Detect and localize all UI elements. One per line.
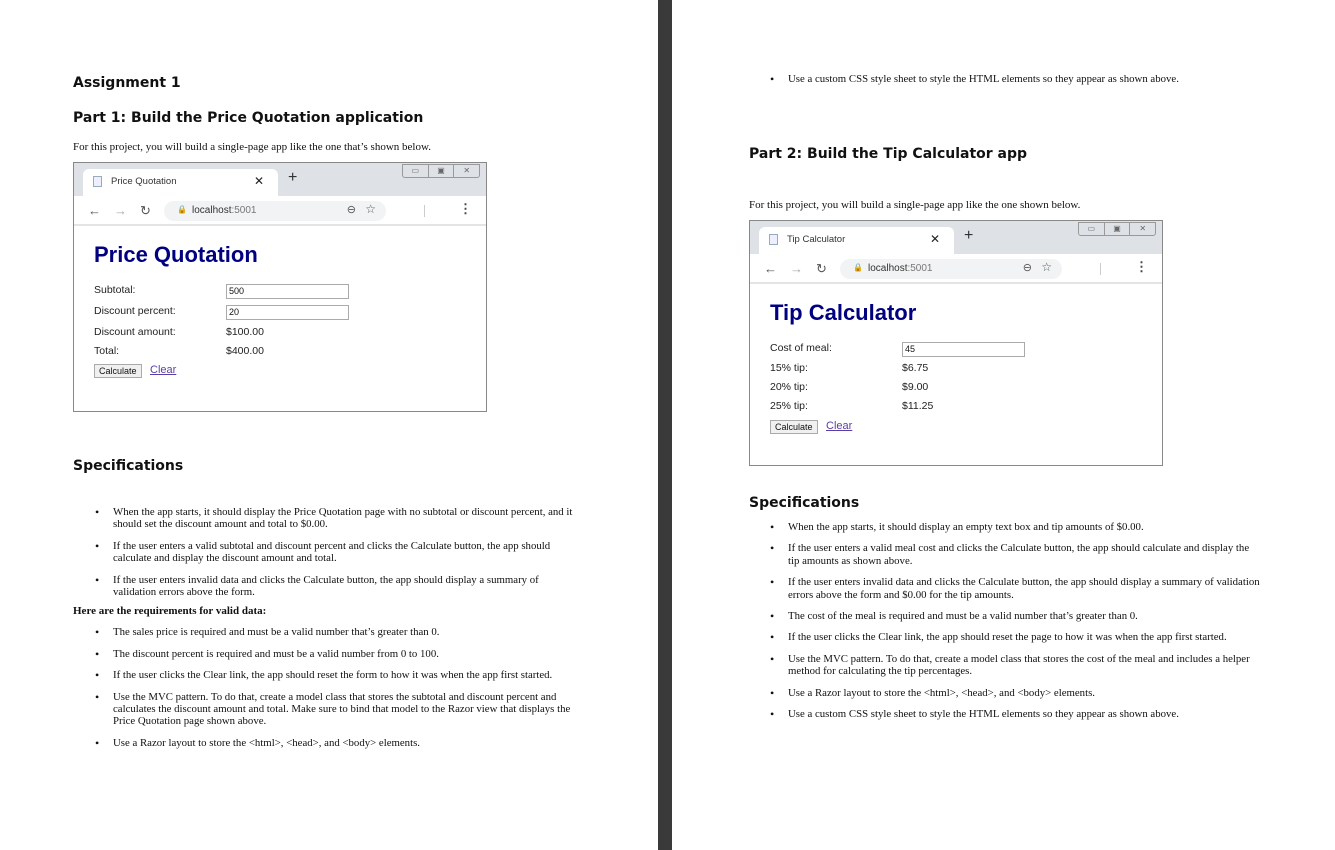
specifications-heading: Specifications xyxy=(749,495,860,511)
spec-item: • If the user enters invalid data and clicks the Calculate button, the app should display a summary of validation errors above the form and $0.00 for the tip amounts. xyxy=(770,576,1260,601)
page-icon xyxy=(769,234,778,245)
page-title: Price Quotation xyxy=(94,242,258,267)
spec-item: • If the user enters a valid meal cost and clicks the Calculate button, the app should calculate and display the tip amounts as shown above. xyxy=(770,542,1260,567)
spec-item: • If the user enters invalid data and clicks the Calculate button, the app should display a summary of validation errors above the form. xyxy=(95,574,575,599)
star-icon[interactable]: ☆ xyxy=(365,202,376,216)
close-window-icon[interactable]: ✕ xyxy=(463,166,471,175)
url-port: :5001 xyxy=(907,263,933,274)
calculate-button[interactable]: Calculate xyxy=(94,364,142,378)
maximize-icon[interactable]: ▣ xyxy=(429,165,455,177)
title-bar xyxy=(750,221,1162,254)
discount-amount-label: Discount amount: xyxy=(94,326,176,338)
menu-icon[interactable]: ⋮ xyxy=(1135,259,1148,274)
new-tab-icon[interactable]: + xyxy=(964,227,974,244)
forward-icon[interactable]: → xyxy=(790,261,803,276)
page-icon xyxy=(93,176,102,187)
maximize-icon[interactable]: ▣ xyxy=(1105,223,1131,235)
spec-item: • When the app starts, it should display the Price Quotation page with no subtotal or discount percent, and it should set the discount amount and total to $0.00. xyxy=(95,506,575,531)
address-bar-row xyxy=(74,196,486,226)
tip-15-label: 15% tip: xyxy=(770,362,808,374)
assignment-heading: Assignment 1 xyxy=(73,75,181,91)
tab-title: Tip Calculator xyxy=(787,234,846,245)
clear-link[interactable]: Clear xyxy=(826,420,853,432)
specifications-heading: Specifications xyxy=(73,458,184,474)
url-host: localhost xyxy=(868,263,908,274)
url-field[interactable] xyxy=(840,259,1062,279)
specifications-list xyxy=(73,506,575,758)
subtotal-label: Subtotal: xyxy=(94,284,136,296)
page-divider xyxy=(658,0,672,850)
tip-20-value: $9.00 xyxy=(902,381,929,393)
menu-icon[interactable]: ⋮ xyxy=(459,201,472,216)
top-bullet-list xyxy=(770,73,1270,94)
valid-item: • The sales price is required and must be a valid number that’s greater than 0. xyxy=(95,626,575,638)
close-window-icon[interactable]: ✕ xyxy=(1139,224,1147,233)
total-label: Total: xyxy=(94,345,120,357)
lock-icon: 🔒 xyxy=(177,205,187,214)
tip-25-value: $11.25 xyxy=(902,400,934,412)
browser-tab[interactable] xyxy=(83,169,278,196)
meal-cost-label: Cost of meal: xyxy=(770,342,832,354)
toolbar-separator xyxy=(424,205,425,217)
spec-item: • Use a Razor layout to store the <html>, <head>, and <body> elements. xyxy=(770,687,1260,699)
star-icon[interactable]: ☆ xyxy=(1041,260,1052,274)
zoom-icon[interactable]: ⊖ xyxy=(346,204,356,216)
address-bar-row xyxy=(750,254,1162,284)
window-controls xyxy=(1078,222,1156,236)
page-title: Tip Calculator xyxy=(770,300,917,325)
back-icon[interactable]: ← xyxy=(764,261,777,276)
reload-icon[interactable]: ↻ xyxy=(816,261,827,276)
close-tab-icon[interactable]: ✕ xyxy=(253,174,264,188)
price-quotation-browser xyxy=(73,162,487,412)
url-port: :5001 xyxy=(231,205,257,216)
forward-icon[interactable]: → xyxy=(114,203,127,218)
valid-item: • Use the MVC pattern. To do that, create a model class that stores the subtotal and discount percent and calculates the discount amount and total. Make sure to bind that model to the Razor view that displays the Price Quotation page shown above. xyxy=(95,691,575,728)
close-tab-icon[interactable]: ✕ xyxy=(929,232,940,246)
part1-heading: Part 1: Build the Price Quotation application xyxy=(73,110,424,126)
minimize-icon[interactable]: ▭ xyxy=(403,165,429,177)
spec-item: • Use a custom CSS style sheet to style the HTML elements so they appear as shown above. xyxy=(770,708,1260,720)
title-bar xyxy=(74,163,486,196)
url-host: localhost xyxy=(192,205,232,216)
tip-25-label: 25% tip: xyxy=(770,400,808,412)
reload-icon[interactable]: ↻ xyxy=(140,203,151,218)
tip-calculator-browser xyxy=(749,220,1163,466)
subtotal-input[interactable]: 500 xyxy=(226,284,349,299)
valid-item: • The discount percent is required and must be a valid number from 0 to 100. xyxy=(95,648,575,660)
minimize-icon[interactable]: ▭ xyxy=(1079,223,1105,235)
tab-title: Price Quotation xyxy=(111,176,177,187)
valid-data-heading: Here are the requirements for valid data: xyxy=(73,605,267,618)
discount-percent-label: Discount percent: xyxy=(94,305,176,317)
lock-icon: 🔒 xyxy=(853,263,863,272)
valid-item: • Use a Razor layout to store the <html>, <head>, and <body> elements. xyxy=(95,737,575,749)
window-controls xyxy=(402,164,480,178)
calculate-button[interactable]: Calculate xyxy=(770,420,818,434)
spec-item: • If the user clicks the Clear link, the app should reset the page to how it was when the app first started. xyxy=(770,631,1260,643)
clear-link[interactable]: Clear xyxy=(150,364,177,376)
discount-percent-input[interactable]: 20 xyxy=(226,305,349,320)
tip-20-label: 20% tip: xyxy=(770,381,808,393)
specifications-list xyxy=(770,521,1260,729)
spec-item: • The cost of the meal is required and must be a valid number that’s greater than 0. xyxy=(770,610,1260,622)
part2-intro: For this project, you will build a single-page app like the one shown below. xyxy=(749,199,1081,211)
spec-item: • Use the MVC pattern. To do that, create a model class that stores the cost of the meal and includes a helper method for calculating the tip percentages. xyxy=(770,653,1260,678)
meal-cost-input[interactable]: 45 xyxy=(902,342,1025,357)
total-value: $400.00 xyxy=(226,345,264,357)
part2-heading: Part 2: Build the Tip Calculator app xyxy=(749,146,1028,162)
discount-amount-value: $100.00 xyxy=(226,326,264,338)
toolbar-separator xyxy=(1100,263,1101,275)
spec-item: • When the app starts, it should display an empty text box and tip amounts of $0.00. xyxy=(770,521,1260,533)
url-field[interactable] xyxy=(164,201,386,221)
browser-tab[interactable] xyxy=(759,227,954,254)
back-icon[interactable]: ← xyxy=(88,203,101,218)
part1-intro: For this project, you will build a single-page app like the one that’s shown below. xyxy=(73,141,431,153)
tip-15-value: $6.75 xyxy=(902,362,929,374)
spec-item: • Use a custom CSS style sheet to style the HTML elements so they appear as shown above. xyxy=(770,73,1270,85)
zoom-icon[interactable]: ⊖ xyxy=(1022,262,1032,274)
valid-item: • If the user clicks the Clear link, the app should reset the form to how it was when the app first started. xyxy=(95,669,575,681)
spec-item: • If the user enters a valid subtotal and discount percent and clicks the Calculate button, the app should calculate and display the discount amount and total. xyxy=(95,540,575,565)
new-tab-icon[interactable]: + xyxy=(288,169,298,186)
